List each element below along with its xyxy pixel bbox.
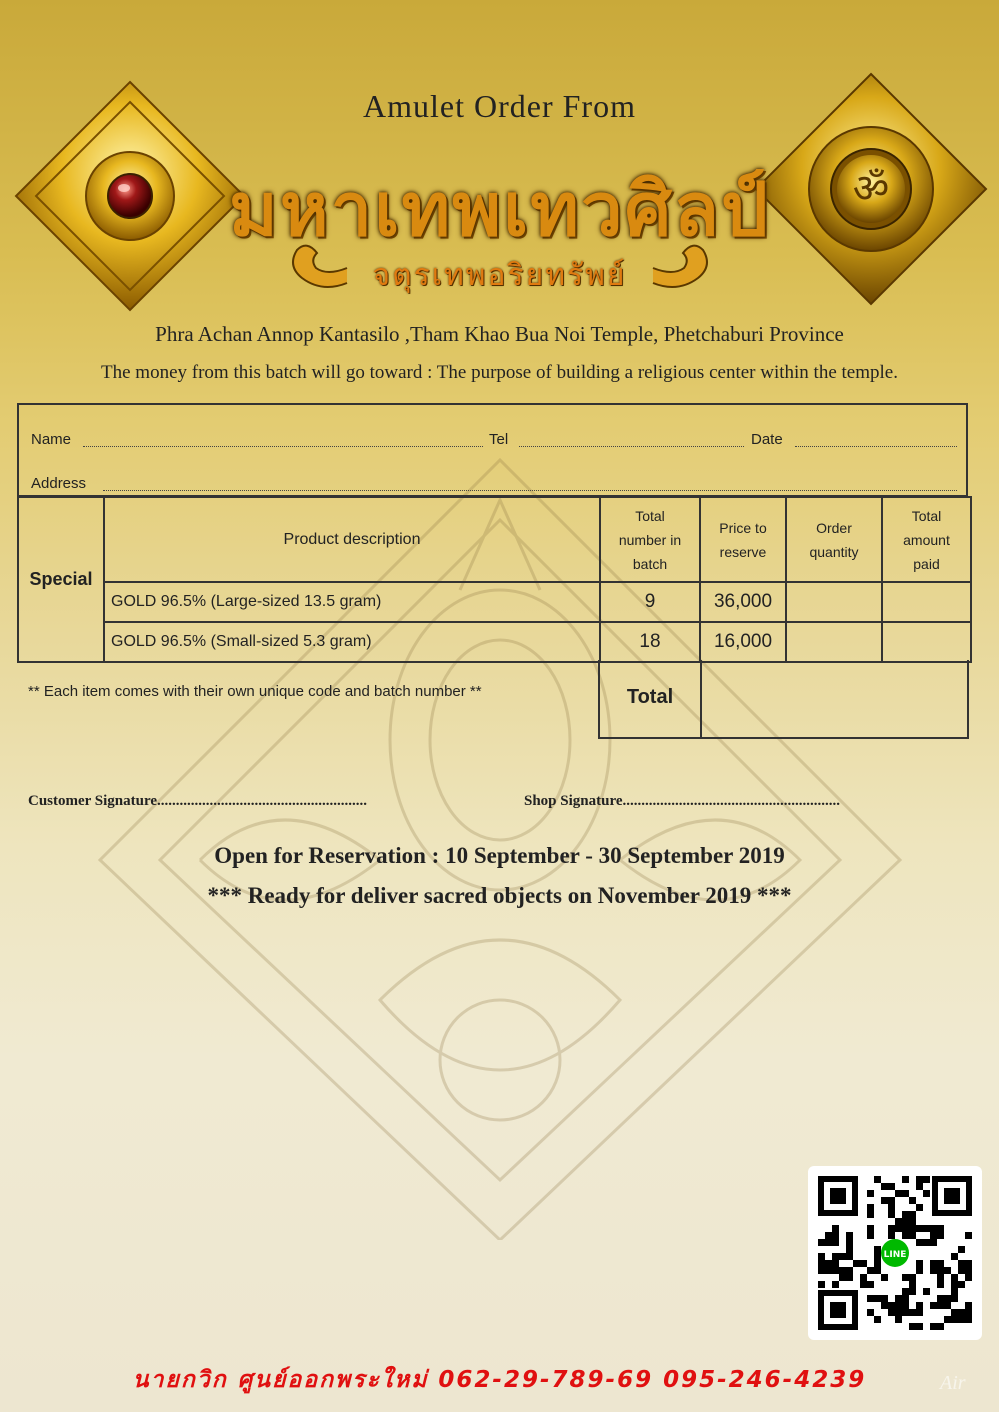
total-paid-cell[interactable] [882,622,971,662]
qr-code-icon [808,1166,982,1340]
order-quantity-cell[interactable] [786,622,882,662]
delivery-notice: *** Ready for deliver sacred objects on November 2019 *** [207,883,792,908]
batch-count: 18 [600,622,700,662]
tel-field[interactable] [519,446,744,447]
tel-label: Tel [489,431,509,448]
batch-count: 9 [600,582,700,622]
address-field[interactable] [103,490,957,491]
reservation-period: Open for Reservation : 10 September - 30 September 2019 [214,843,785,868]
order-quantity-cell[interactable] [786,582,882,622]
price-header: Price to reserve [700,497,786,582]
customer-info-form [17,403,968,497]
table-row [18,582,971,622]
name-field[interactable] [83,446,483,447]
purpose-line: The money from this batch will go toward : The purpose of building a religious center within the temple. [101,362,898,383]
total-box [598,660,969,739]
order-quantity-header: Order quantity [786,497,882,582]
date-label: Date [751,431,783,448]
name-label: Name [31,431,72,448]
svg-text:ॐ: ॐ [852,166,890,212]
line-badge-text: LINE [883,1250,907,1260]
order-title: Amulet Order From [363,88,636,124]
price-value: 16,000 [700,622,786,662]
product-description: GOLD 96.5% (Large-sized 13.5 gram) [104,582,600,622]
product-description: GOLD 96.5% (Small-sized 5.3 gram) [104,622,600,662]
artist-signature-mark: Air [940,1372,966,1394]
total-label: Total [626,686,674,708]
address-label: Address [31,475,87,492]
temple-info-line: Phra Achan Annop Kantasilo ,Tham Khao Bua Noi Temple, Phetchaburi Province [155,322,844,346]
thai-subtitle: จตุรเทพอริยทรัพย์ [372,258,627,293]
total-paid-cell[interactable] [882,582,971,622]
special-group-label: Special [18,497,104,662]
product-header: Product description [104,497,600,582]
order-table [17,496,972,663]
total-batch-header: Total number in batch [600,497,700,582]
price-value: 36,000 [700,582,786,622]
table-row [18,622,971,662]
contact-footer: นายกวิก ศูนย์ออกพระใหม่ 062-29-789-69 095-246-4239 [132,1367,867,1393]
thai-title-logo: มหาเทพเทวศิลป์ [229,167,770,253]
unique-code-note: ** Each item comes with their own unique code and batch number ** [28,683,482,700]
line-qr-code[interactable] [808,1166,982,1340]
shop-signature-line[interactable]: Shop Signature.......................................................... [524,793,841,809]
date-field[interactable] [795,446,957,447]
total-paid-header: Total amount paid [882,497,971,582]
customer-signature-line[interactable]: Customer Signature........................................................ [28,793,368,809]
